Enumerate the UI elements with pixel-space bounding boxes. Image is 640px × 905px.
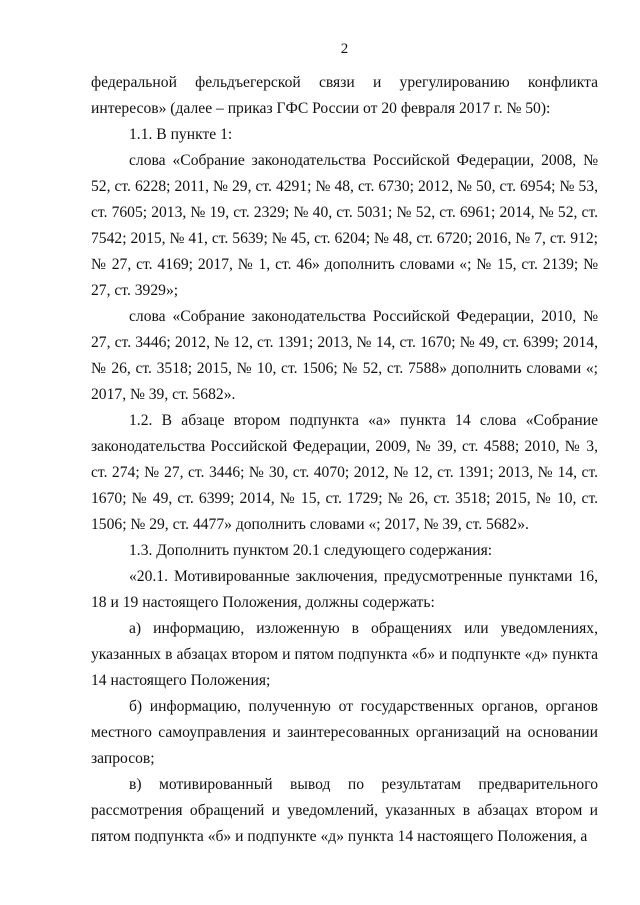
paragraph: «20.1. Мотивированные заключения, предусмотренные пунктами 16, 18 и 19 настоящего Положения, должны содержать:: [91, 568, 598, 611]
page-number: 2: [340, 41, 349, 57]
paragraph: федеральной фельдъегерской связи и урегулированию конфликта интересов» (далее – приказ ГФС России от 20 февраля 2017 г. № 50):: [91, 74, 598, 117]
paragraph: а) информацию, изложенную в обращениях или уведомлениях, указанных в абзацах втором и пятом подпункта «б» и подпункте «д» пункта 14 настоящего Положения;: [91, 620, 598, 689]
paragraph: слова «Собрание законодательства Российской Федерации, 2010, № 27, ст. 3446; 2012, № 12, ст. 1391; 2013, № 14, ст. 1670; № 49, ст. 6399; 2014, № 26, ст. 3518; 2015, № 10, ст. 1506; № 52, ст. 7588» дополнить словами «; 2017, № 39, ст. 5682».: [91, 308, 598, 403]
paragraph: 1.2. В абзаце втором подпункта «а» пункта 14 слова «Собрание законодательства Российской Федерации, 2009, № 39, ст. 4588; 2010, № 3, ст. 274; № 27, ст. 3446; № 30, ст. 4070; 2012, № 12, ст. 1391; 2013, № 14, ст. 1670; № 49, ст. 6399; 2014, № 15, ст. 1729; № 26, ст. 3518; 2015, № 10, ст. 1506; № 29, ст. 4477» дополнить словами «; 2017, № 39, ст. 5682».: [91, 412, 598, 533]
paragraph: слова «Собрание законодательства Российской Федерации, 2008, № 52, ст. 6228; 2011, № 29, ст. 4291; № 48, ст. 6730; 2012, № 50, ст. 6954; № 53, ст. 7605; 2013, № 19, ст. 2329; № 40, ст. 5031; № 52, ст. 6961; 2014, № 52, ст. 7542; 2015, № 41, ст. 5639; № 45, ст. 6204; № 48, ст. 6720; 2016, № 7, ст. 912; № 27, ст. 4169; 2017, № 1, ст. 46» дополнить словами «; № 15, ст. 2139; № 27, ст. 3929»;: [91, 152, 598, 299]
paragraph: 1.3. Дополнить пунктом 20.1 следующего содержания:: [129, 542, 493, 559]
paragraph: 1.1. В пункте 1:: [129, 126, 233, 143]
paragraph: в) мотивированный вывод по результатам предварительного рассмотрения обращений и уведомлений, указанных в абзацах втором и пятом подпункта «б» и подпункте «д» пункта 14 настоящего Положения, а: [91, 776, 598, 845]
paragraph: б) информацию, полученную от государственных органов, органов местного самоуправления и заинтересованных организаций на основании запросов;: [91, 698, 598, 767]
document-body: [91, 70, 598, 850]
